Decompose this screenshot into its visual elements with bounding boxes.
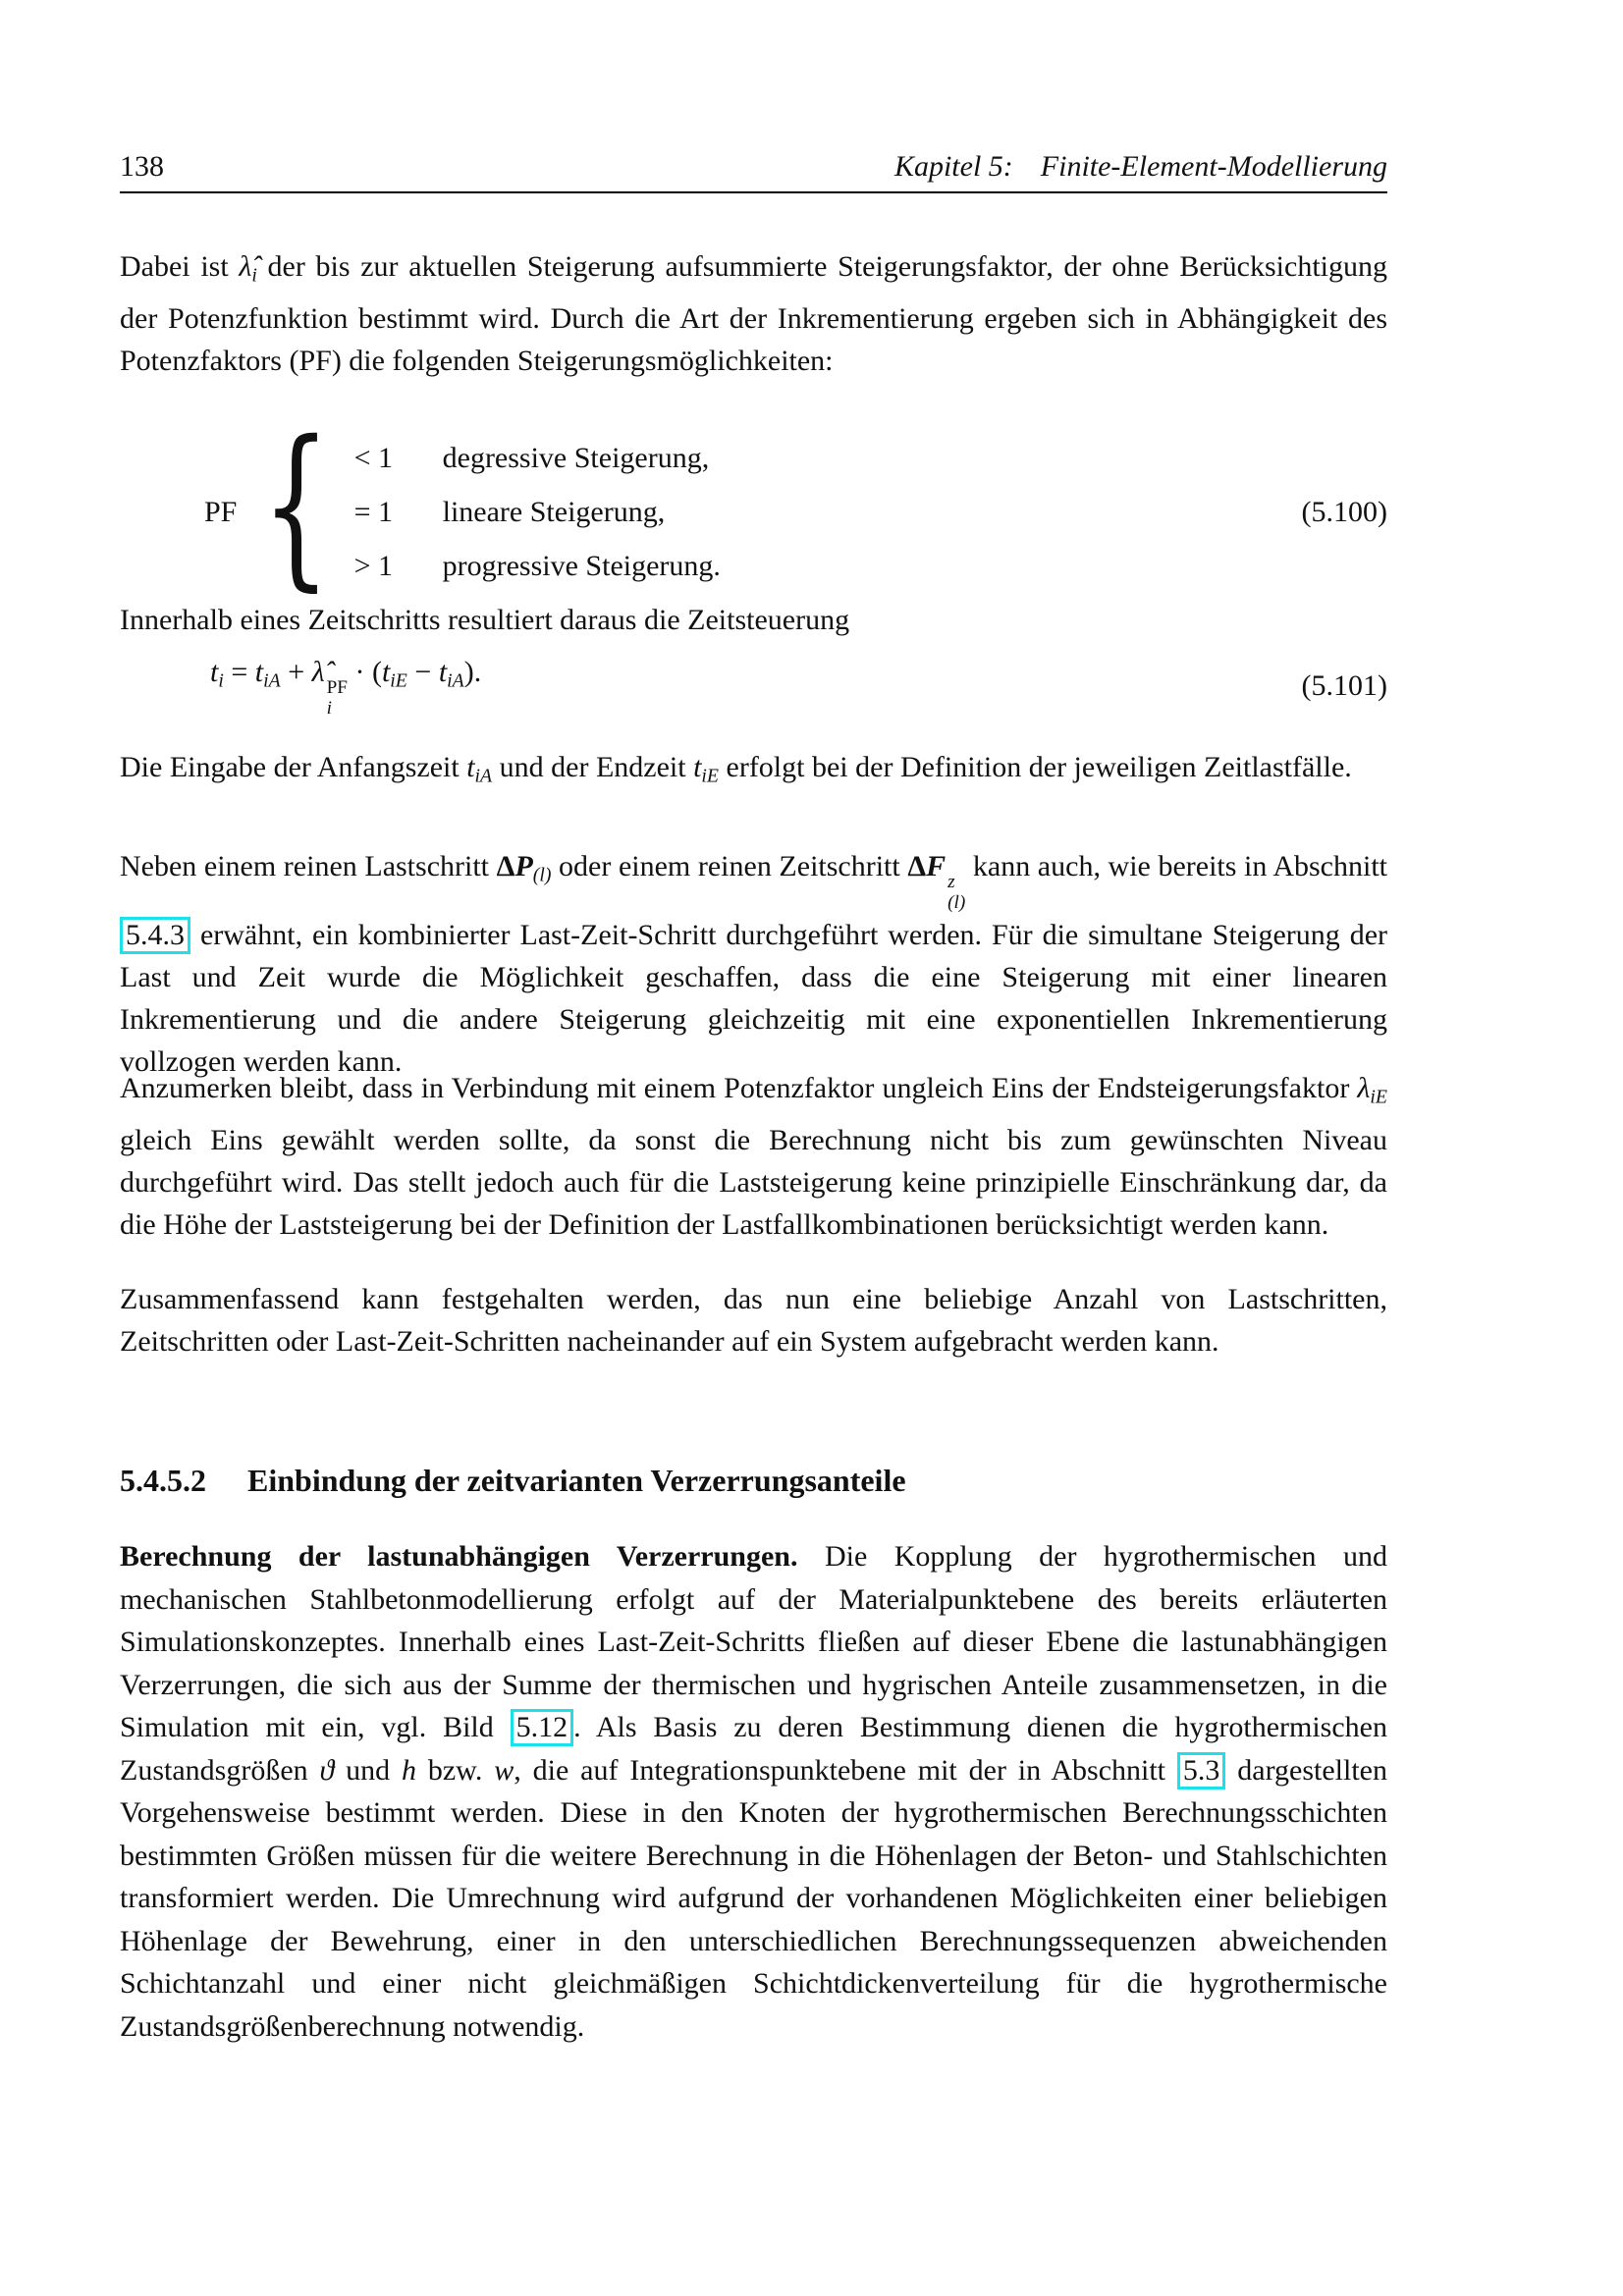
text-run: . Als Basis zu deren Bestimmung dienen die hygrothermischen Zustandsgrößen [120,1711,1387,1787]
math-var: λ [1357,1072,1371,1104]
equation-body [210,651,481,720]
text-run: Anzumerken bleibt, dass in Verbindung mit einem Potenzfaktor ungleich Eins der Endsteigerungsfaktor [120,1072,1358,1104]
text-run: Innerhalb eines Zeitschritts resultiert daraus die Zeitsteuerung [120,604,850,636]
text-run: erwähnt, ein kombinierter Last-Zeit-Schritt durchgeführt werden. Für die simultane Steigerung der Last und Zeit wurde die Möglichkeit geschaffen, dass die eine Steigerung mit einer linearen Inkrementierung und die andere Steigerung gleichzeitig mit eine exponentiellen Inkrementierung vollzogen werden kann. [120,918,1387,1078]
math-var-bold: F [926,850,947,882]
text-run: , die auf Integrationspunktebene mit der in Abschnitt [514,1753,1177,1787]
text-run: Dabei ist [120,250,240,283]
text-run: + [280,656,312,689]
chapter-label: Kapitel 5: [893,150,1013,183]
math-var: t [438,656,448,689]
ref-link-5-12[interactable]: 5.12 [511,1709,574,1746]
math-var: h [401,1753,416,1787]
paragraph-eingabe [120,746,1387,798]
math-superscript: z [947,871,955,892]
equation-5-101 [120,656,1387,720]
math-superscript: PF [326,676,348,698]
case-description: degressive Steigerung, [442,441,710,474]
math-subscript: i [251,264,257,287]
math-var: λ̂ [311,656,325,689]
section-number: 5.4.5.2 [120,1463,206,1498]
math-delta: Δ [907,850,927,882]
math-var: λ̂ [239,250,252,283]
text-run: Die Kopplung der hygrothermischen und mechanischen Stahlbetonmodellierung erfolgt auf der Materialpunktebene des bereits erläuterten Simulationskonzeptes. Innerhalb eines Last-Zeit-Schritts fließen auf dieser Ebene die lastunabhängigen Verzerrungen, die sich aus der Summe der thermischen und hygrischen Anteile zusammensetzen, in die Simulation mit ein, vgl. Bild [120,1540,1387,1743]
text-run: oder einem reinen Zeitschritt [551,850,908,882]
math-subscript: iA [474,765,493,787]
math-delta: Δ [496,850,515,882]
math-var: t [254,656,264,689]
chapter-title: Finite-Element-Modellierung [1040,150,1387,183]
paragraph-intro [120,245,1387,382]
text-run: Die Eingabe der Anfangszeit [120,751,467,783]
page-number: 138 [120,150,164,183]
text-run: gleich Eins gewählt werden sollte, da sonst die Berechnung nicht bis zum gewünschten Niveau durchgeführt wird. Das stellt jedoch auch für die Laststeigerung keine prinzipielle Einschränkung dar, da die Höhe der Laststeigerung bei der Definition der Lastfallkombinationen berücksichtigt werden kann. [120,1123,1387,1241]
math-subscript: i [326,698,332,720]
case-description: lineare Steigerung, [442,495,666,528]
section-title: Einbindung der zeitvarianten Verzerrungsanteile [247,1463,906,1498]
math-subscript: (l) [532,864,552,886]
math-var-bold: P [514,850,533,882]
math-var: ϑ [319,1753,335,1787]
text-run: der bis zur aktuellen Steigerung aufsummierte Steigerungsfaktor, der ohne Berücksichtigung der Potenzfunktion bestimmt wird. Durch die Art der Inkrementierung ergeben sich in Abhängigkeit des Potenzfaktors (PF) die folgenden Steigerungsmöglichkeiten: [120,250,1387,377]
running-header [120,145,1387,187]
text-run: − [406,656,439,689]
case-row [354,485,721,539]
text-run: Neben einem reinen Lastschritt [120,850,497,882]
text-run: ). [463,656,482,689]
ref-link-5-3[interactable]: 5.3 [1177,1752,1226,1789]
math-subscript: iE [1370,1086,1387,1108]
math-subscript: iA [263,669,281,692]
bold-lead: Berechnung der lastunabhängigen Verzerrungen. [120,1540,798,1573]
math-supsub [947,872,965,914]
text-run: bzw. [415,1753,495,1787]
text-run: und [334,1753,402,1787]
equation-cases [354,431,721,593]
math-subscript: iE [390,669,407,692]
math-var: w [494,1753,514,1787]
header-rule [120,191,1387,193]
paragraph-zusammenfassend [120,1278,1387,1362]
curly-brace: { [261,403,332,607]
text-run: dargestellten Vorgehensweise bestimmt werden. Diese in den Knoten der hygrothermischen Berechnungsschichten bestimmten Größen müssen für die weitere Berechnung in die Höhenlagen der Beton- und Stahlschichten transformiert werden. Die Umrechnung wird aufgrund der vorhandenen Möglichkeiten einer beliebigen Höhenlage der Bewehrung, einer in den unterschiedlichen Berechnungssequenzen abweichenden Schichtanzahl und einer nicht gleichmäßigen Schichtdickenverteilung für die hygrothermische Zustandsgrößenberechnung notwendig. [120,1753,1387,2043]
case-row [354,539,721,593]
text-run: kann auch, wie bereits in Abschnitt [965,850,1387,882]
paragraph-zeitsteuerung [120,599,1387,641]
equation-5-100 [120,403,1387,607]
case-description: progressive Steigerung. [442,549,721,582]
math-subscript: iA [447,669,464,692]
text-run: und der Endzeit [492,751,694,783]
text-run: = [223,656,255,689]
math-var: t [693,751,702,783]
case-condition: = 1 [353,495,394,528]
paragraph-neben [120,845,1387,1083]
math-subscript: i [218,669,224,692]
text-run: erfolgt bei der Definition der jeweiligen Zeitlastfälle. [719,751,1352,783]
equation-lhs: PF [204,495,238,528]
equation-tag-5-101: (5.101) [1301,668,1387,702]
ref-link-5-4-3[interactable]: 5.4.3 [120,917,190,954]
math-var: t [466,751,475,783]
case-row [354,431,721,485]
math-var: t [381,656,391,689]
math-supsub [327,677,348,720]
text-run: Zusammenfassend kann festgehalten werden, das nun eine beliebige Anzahl von Lastschritten, Zeitschritten oder Last-Zeit-Schritten nacheinander auf ein System aufgebracht werden kann. [120,1283,1387,1358]
case-condition: > 1 [353,549,394,582]
paragraph-anzumerken [120,1067,1387,1246]
paragraph-berechnung [120,1535,1387,2048]
text-run: · ( [347,656,382,689]
math-var: t [210,656,219,689]
section-heading [120,1460,1387,1502]
math-subscript: (l) [947,892,966,914]
math-subscript: iE [701,765,720,787]
case-condition: < 1 [353,441,394,474]
equation-tag-5-100: (5.100) [1301,495,1387,528]
